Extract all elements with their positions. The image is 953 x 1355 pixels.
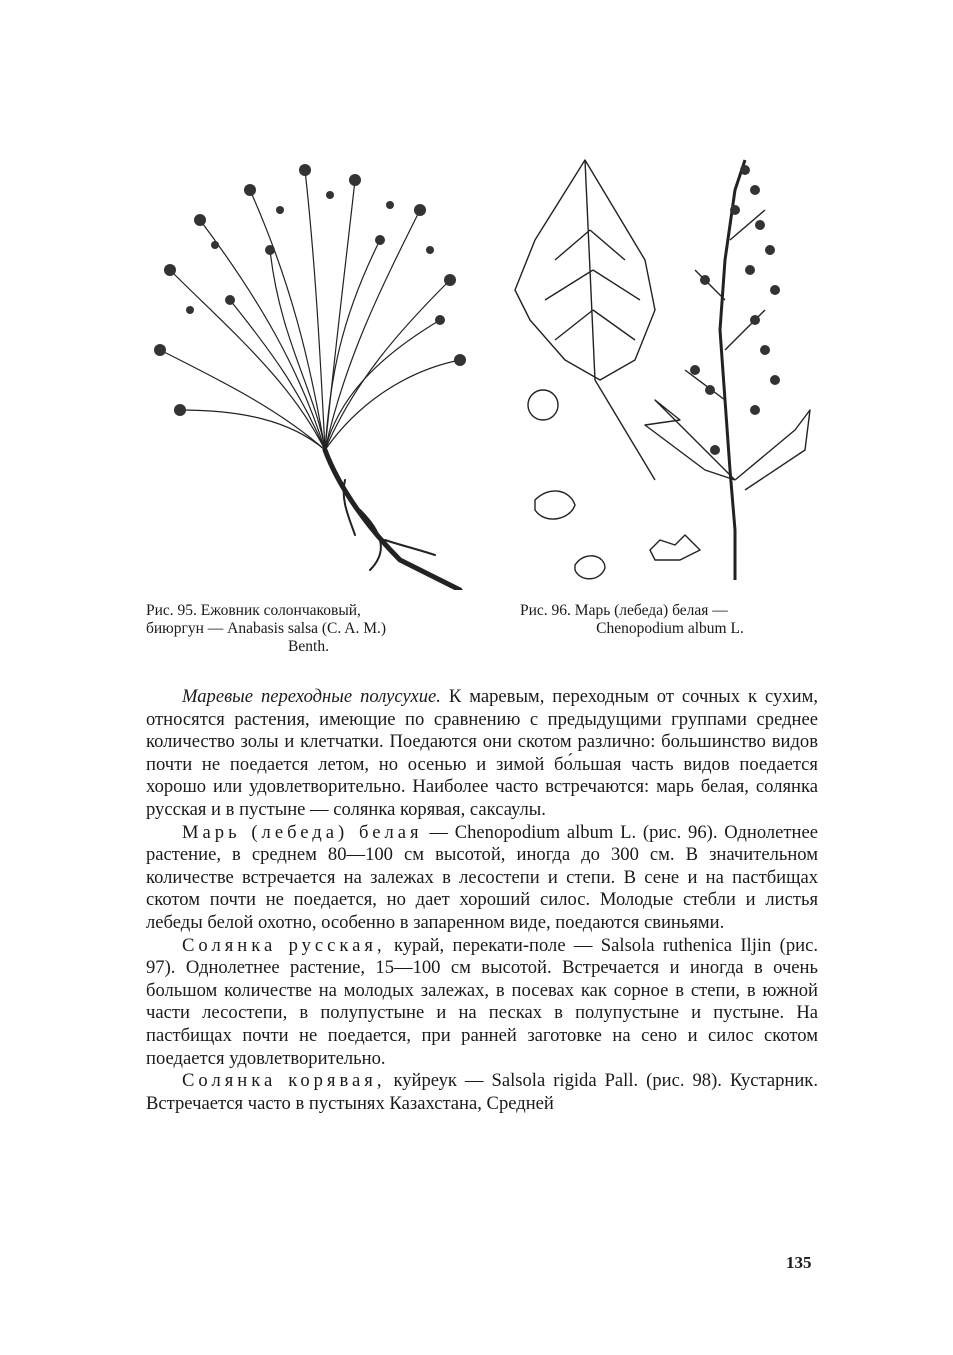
figure-95-caption-line3: Benth.: [288, 638, 329, 655]
paragraph-solyanka-russkaya: [146, 935, 818, 1071]
paragraph-3-text: курай, перекати-поле — Salsola ruthenica Iljin (рис. 97). Однолетнее растение, 15—100 см высотой. Встречается и иногда в очень большом количестве на молодых залежах, в посевах как сорное в степи, в южной части лесостепи, в полупустыне и на песках в полупустыне и пустыне. На пастбищах почти не поедается, при ранней заготовке на сено и силос скотом поедается удовлетворительно.: [146, 934, 818, 1069]
paragraph-4-text: куйреук — Salsola rigida Pall. (рис. 98). Кустарник. Встречается часто в пустынях Казахстана, Средней: [146, 1070, 818, 1114]
paragraph-2-text: — Chenopodium album L. (рис. 96). Однолетнее растение, в среднем 80—100 см высотой, иногда до 300 см. В значительном количестве встречается на залежах в лесостепи и степи. В сене и на пастбищах скотом почти не поедается, но дает хороший силос. Молодые стебли и листья лебеды белой охотно, особенно в запаренном виде, поедаются свиньями.: [146, 821, 819, 933]
figure-95-caption-line2: биюргун — Anabasis salsa (C. A. M.): [146, 620, 387, 637]
paragraph-mar-belaya: [146, 822, 818, 935]
anabasis-plant-drawing: [140, 150, 470, 590]
figure-96-caption: [520, 602, 820, 638]
paragraph-2-term: Марь (лебеда) белая: [182, 821, 423, 843]
figure-96-chenopodium-illustration: [505, 150, 835, 590]
figure-95-anabasis-illustration: [140, 150, 470, 590]
figure-96-caption-line1: Рис. 96. Марь (лебеда) белая —: [520, 602, 728, 619]
chenopodium-plant-drawing: [505, 150, 835, 590]
paragraph-1-heading: Маревые переходные полусухие.: [182, 686, 441, 707]
paragraph-maревые: [146, 686, 818, 822]
page-number: 135: [786, 1253, 812, 1272]
figure-95-caption-line1: Рис. 95. Ежовник солончаковый,: [146, 602, 361, 619]
figure-95-caption: [146, 602, 471, 656]
figure-96-caption-line2: Chenopodium album L.: [596, 620, 744, 637]
paragraph-4-term: Солянка корявая,: [182, 1070, 386, 1092]
paragraph-1-text: К маревым, переходным от сочных к сухим, относятся растения, имеющие по сравнению с предыдущими группами среднее количество золы и клетчатки. Поедаются они скотом различно: большинство видов почти не поедается летом, но осенью и зимой бо́льшая часть видов поедается хорошо или удовлетворительно. Наиболее часто встречаются: марь белая, солянка русская и в пустыне — солянка корявая, саксаулы.: [146, 686, 818, 820]
paragraph-3-term: Солянка русская,: [182, 934, 386, 956]
main-text: [146, 686, 818, 1115]
paragraph-solyanka-koryavaya: [146, 1070, 818, 1115]
